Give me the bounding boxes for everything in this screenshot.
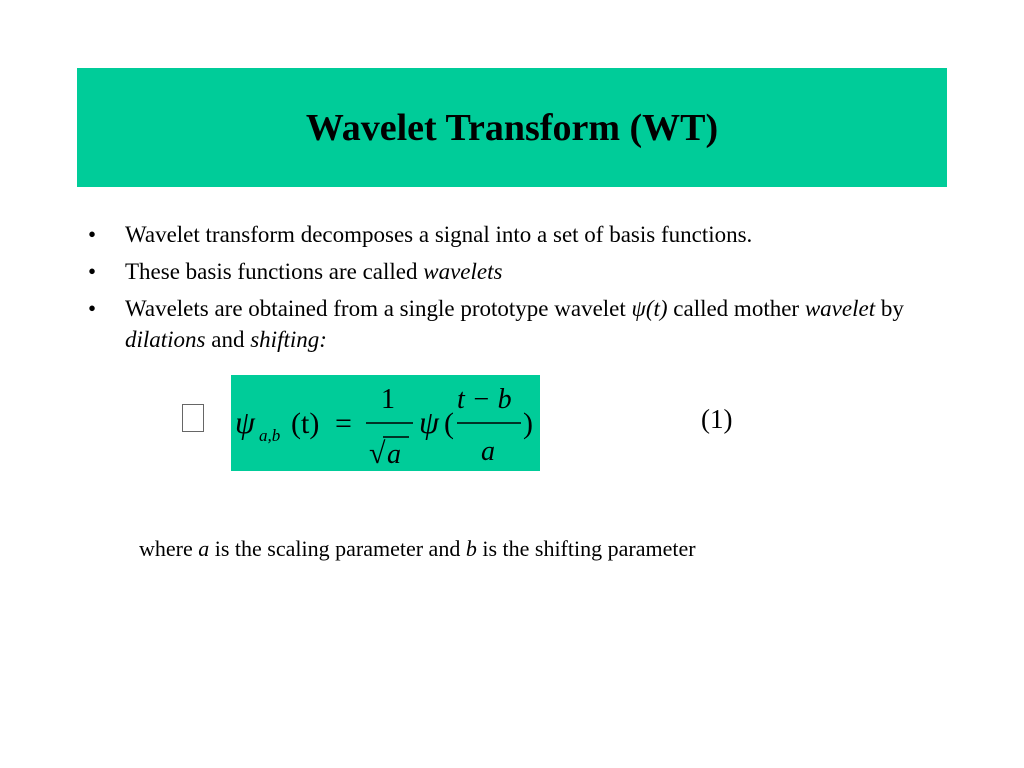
missing-glyph-icon [182,404,204,432]
formula-box [231,375,540,471]
equation-number: (1) [701,404,733,434]
bullet-marker: • [88,296,97,321]
bullet-text: Wavelet transform decomposes a signal into a set of basis functions. [125,222,753,247]
title-bar [77,68,947,187]
psi-symbol: ψ [235,404,255,440]
bullet-text: by [875,296,904,321]
bullet-text: and [205,327,251,352]
fraction-numerator: t − b [457,384,512,415]
sqrt-sign: √ [369,437,386,470]
fraction-numerator-one: 1 [381,384,395,415]
variable-a: a [198,536,210,561]
formula-svg [231,375,540,471]
bullet-text: Wavelets are obtained from a single prototype wavelet [125,296,632,321]
wavelets-term: wavelets [423,259,503,284]
equals-sign: = [335,407,352,440]
where-line [139,536,696,562]
where-text: where [139,536,199,561]
shifting-term: shifting: [250,327,327,352]
bullet-item-3 [88,293,938,355]
sqrt-argument: a [387,439,401,470]
bullet-text: called mother [667,296,805,321]
open-paren: ( [444,407,454,440]
lhs-argument: (t) [291,407,320,440]
mother-wavelet-symbol: ψ(t) [631,296,668,321]
bullet-marker: • [88,222,97,247]
slide-title: Wavelet Transform (WT) [305,106,719,149]
bullet-item-2 [88,256,938,287]
where-text: is the shifting parameter [476,536,696,561]
bullet-marker: • [88,259,97,284]
bullet-text: These basis functions are called [125,259,424,284]
wavelet-term: wavelet [804,296,876,321]
psi-symbol: ψ [419,404,439,440]
fraction-denominator: a [481,436,495,467]
psi-subscript: a,b [259,426,281,445]
bullet-item-1 [88,219,938,250]
variable-b: b [465,536,477,561]
dilations-term: dilations [125,327,206,352]
close-paren: ) [523,407,533,440]
where-text: is the scaling parameter and [209,536,466,561]
bullet-list [88,219,938,361]
